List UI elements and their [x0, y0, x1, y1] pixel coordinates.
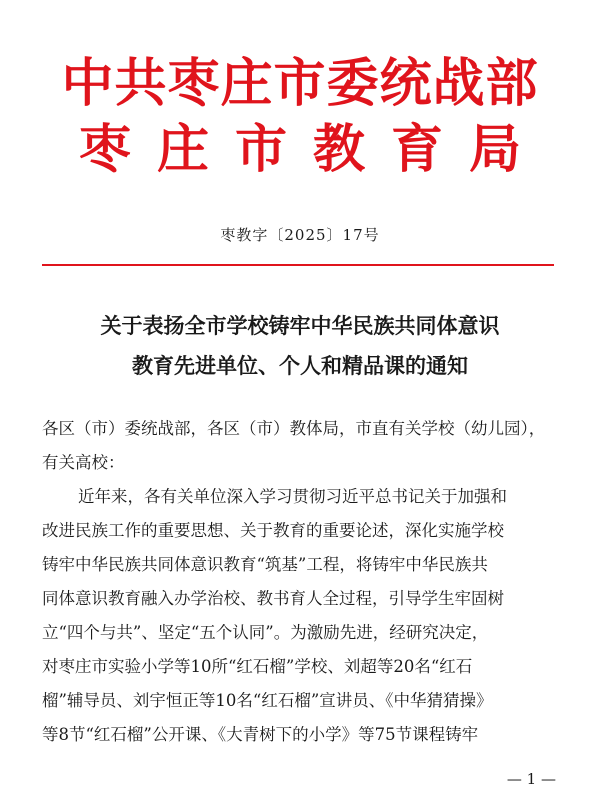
- body-line: 近年来，各有关单位深入学习贯彻习近平总书记关于加强和: [78, 487, 507, 506]
- notice-title-line-1: 关于表扬全市学校铸牢中华民族共同体意识: [100, 314, 500, 338]
- addressee-line: 各区（市）委统战部，各区（市）教体局，市直有关学校（幼儿园），: [42, 419, 546, 438]
- document-number: 枣教字〔2025〕17号: [220, 226, 380, 244]
- addressee-line: 有关高校：: [42, 453, 125, 472]
- notice-title-line-2: 教育先进单位、个人和精品课的通知: [132, 354, 468, 378]
- page-number: — 1 —: [506, 770, 556, 788]
- body-line: 立“四个与共”、坚定“五个认同”。为激励先进，经研究决定，: [42, 623, 489, 642]
- body-line: 同体意识教育融入办学治校、教书育人全过程，引导学生牢固树: [42, 589, 504, 608]
- red-header-org-1: 中共枣庄市委统战部: [61, 53, 539, 114]
- body-line: 改进民族工作的重要思想、关于教育的重要论述，深化实施学校: [42, 521, 504, 540]
- addressee-block: [42, 412, 562, 480]
- body-line: 榴”辅导员、刘宇恒正等10名“红石榴”宣讲员、《中华猜猜操》: [42, 691, 493, 710]
- red-header-org-2: 枣庄市教育局: [78, 119, 547, 180]
- body-line: 等8节“红石榴”公开课、《大青树下的小学》等75节课程铸牢: [42, 725, 479, 744]
- body-line: 对枣庄市实验小学等10所“红石榴”学校、刘超等20名“红石: [42, 657, 473, 676]
- body-line: 铸牢中华民族共同体意识教育“筑基”工程，将铸牢中华民族共: [42, 555, 488, 574]
- body-paragraph: [42, 480, 562, 752]
- red-divider-line: [42, 264, 554, 266]
